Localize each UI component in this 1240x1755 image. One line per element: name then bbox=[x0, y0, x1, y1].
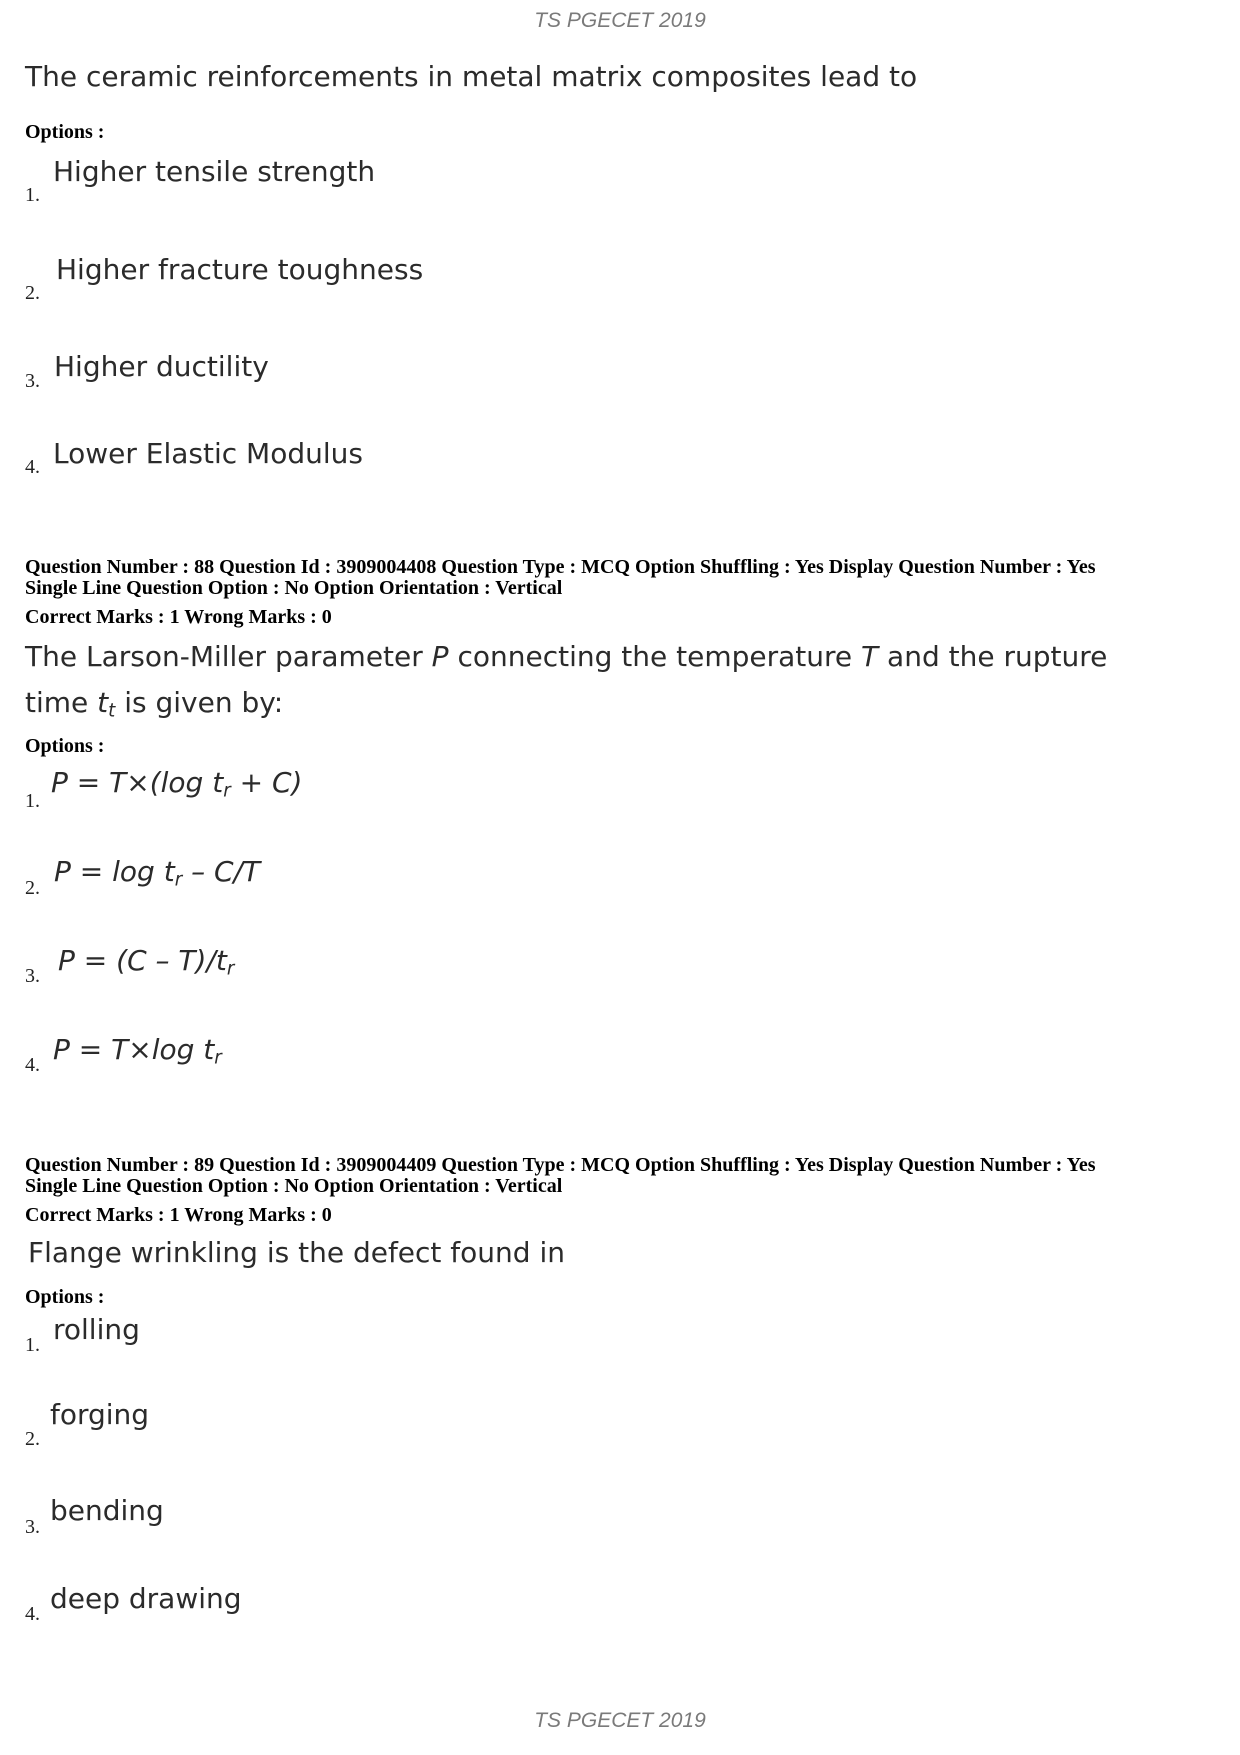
options-label: Options : bbox=[25, 735, 105, 757]
options-label: Options : bbox=[25, 1286, 105, 1308]
option-formula: P = T×log $t_r$ bbox=[53, 1033, 222, 1069]
option-formula: $P = (C - T)/t_r$ bbox=[58, 944, 235, 980]
option-number: 1. bbox=[25, 1334, 40, 1356]
option-number: 4. bbox=[25, 1054, 40, 1076]
option-text: Higher tensile strength bbox=[53, 155, 376, 188]
option-text: Lower Elastic Modulus bbox=[53, 437, 363, 470]
question-89-meta-line1: Question Number : 89 Question Id : 3909004409 Question Type : MCQ Option Shuffling : Yes Display Question Number : Yes bbox=[25, 1154, 1096, 1176]
option-number: 1. bbox=[25, 790, 40, 812]
option-number: 4. bbox=[25, 456, 40, 478]
option-number: 3. bbox=[25, 370, 40, 392]
option-text: Higher fracture toughness bbox=[56, 253, 424, 286]
question-88-text-line1: The Larson-Miller parameter P connecting the temperature T and the rupture bbox=[25, 640, 1108, 673]
option-number: 2. bbox=[25, 282, 40, 304]
option-number: 3. bbox=[25, 965, 40, 987]
question-88-meta-line1: Question Number : 88 Question Id : 3909004408 Question Type : MCQ Option Shuffling : Yes Display Question Number : Yes bbox=[25, 556, 1096, 578]
option-number: 3. bbox=[25, 1516, 40, 1538]
question-89-marks: Correct Marks : 1 Wrong Marks : 0 bbox=[25, 1204, 332, 1226]
page-footer: TS PGECET 2019 bbox=[534, 1709, 706, 1732]
option-formula: $P = \log t_r - C/T$ bbox=[54, 855, 261, 891]
option-number: 1. bbox=[25, 184, 40, 206]
question-88-marks: Correct Marks : 1 Wrong Marks : 0 bbox=[25, 606, 332, 628]
question-89-meta-line2: Single Line Question Option : No Option Orientation : Vertical bbox=[25, 1175, 563, 1197]
option-formula: P = T×(log $t_r + C$) bbox=[51, 766, 303, 802]
question-89-text: Flange wrinkling is the defect found in bbox=[28, 1236, 565, 1269]
option-text: forging bbox=[50, 1398, 150, 1431]
option-text: deep drawing bbox=[50, 1582, 242, 1615]
option-text: Higher ductility bbox=[54, 350, 269, 383]
question-88-meta-line2: Single Line Question Option : No Option Orientation : Vertical bbox=[25, 577, 563, 599]
option-text: bending bbox=[50, 1494, 164, 1527]
question-88-text-line2: time $t_t$ is given by: bbox=[25, 686, 284, 722]
option-number: 2. bbox=[25, 877, 40, 899]
option-number: 4. bbox=[25, 1603, 40, 1625]
option-text: rolling bbox=[53, 1313, 140, 1346]
options-label: Options : bbox=[25, 121, 105, 143]
question-87-text: The ceramic reinforcements in metal matrix composites lead to bbox=[25, 60, 918, 93]
page-header: TS PGECET 2019 bbox=[534, 9, 706, 32]
option-number: 2. bbox=[25, 1428, 40, 1450]
